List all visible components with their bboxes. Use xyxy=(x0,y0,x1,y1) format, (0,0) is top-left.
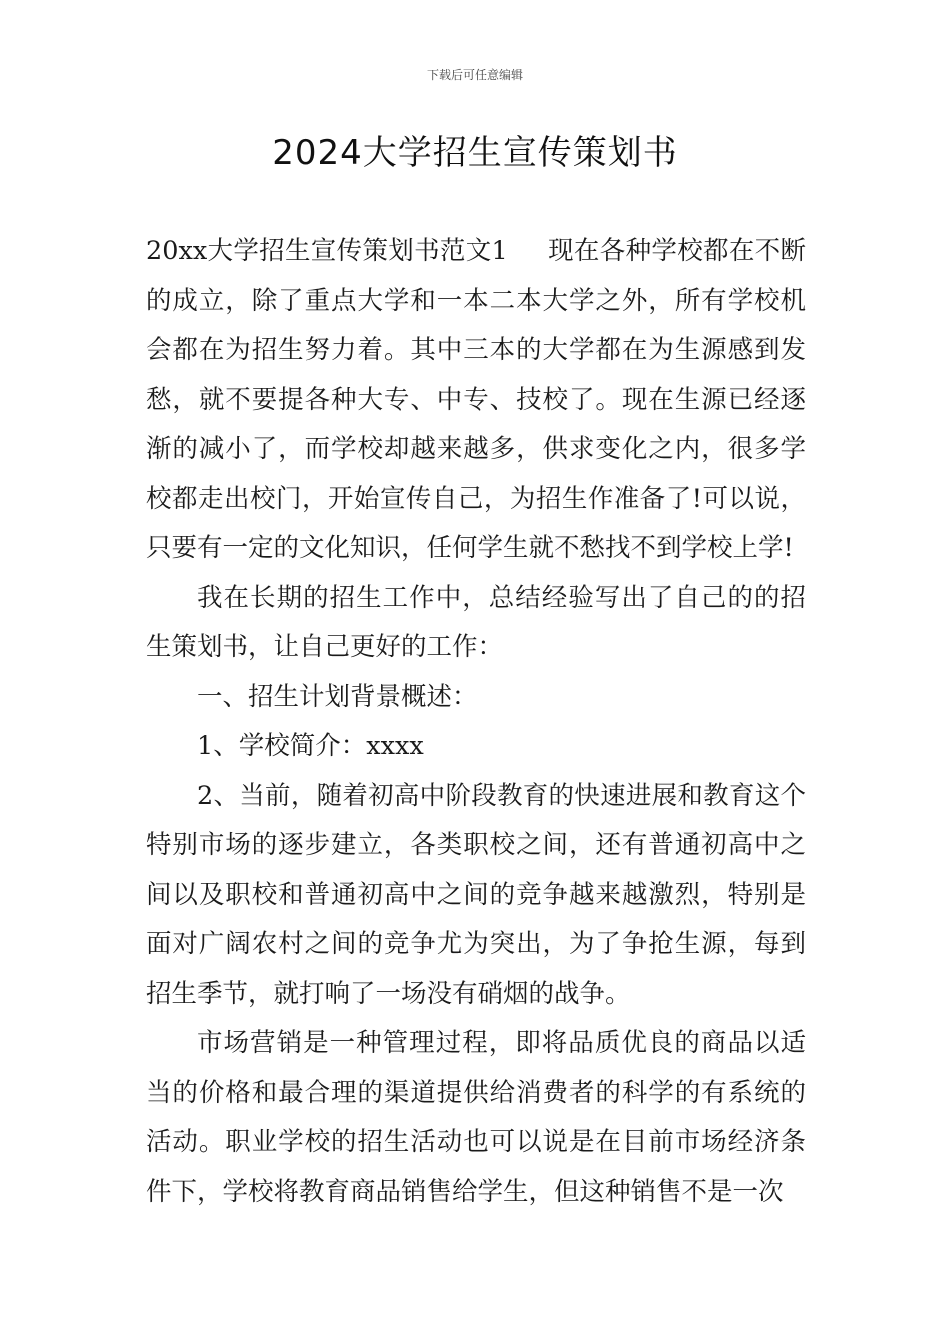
paragraph-lead: 20xx大学招生宣传策划书范文1 xyxy=(146,236,508,266)
paragraph: 1、学校简介：xxxx xyxy=(197,731,424,761)
paragraph-text: 现在各种学校都在不断的成立，除了重点大学和一本二本大学之外，所有学校机会都在为招生努力着。其中三本的大学都在为生源感到发愁，就不要提各种大专、中专、技校了。现在生源已经逐渐的减小了，而学校却越来越多，供求变化之内，很多学校都走出校门，开始宣传自己，为招生作准备了!可以说，只要有一定的文化知识，任何学生就不愁找不到学校上学! xyxy=(146,236,806,563)
header-note: 下载后可任意编辑 xyxy=(426,68,523,82)
paragraph: 我在长期的招生工作中，总结经验写出了自己的的招生策划书，让自己更好的工作： xyxy=(146,582,806,662)
paragraph-intro xyxy=(146,227,806,574)
paragraph: 市场营销是一种管理过程，即将品质优良的商品以适当的价格和最合理的渠道提供给消费者的科学的有系统的活动。职业学校的招生活动也可以说是在目前市场经济条件下，学校将教育商品销售给学生，但这种销售不是一次 xyxy=(146,1028,806,1207)
paragraph: 2、当前，随着初高中阶段教育的快速进展和教育这个特别市场的逐步建立，各类职校之间，还有普通初高中之间以及职校和普通初高中之间的竞争越来越激烈，特别是面对广阔农村之间的竞争尤为突出，为了争抢生源，每到招生季节，就打响了一场没有硝烟的战争。 xyxy=(146,780,806,1009)
document-body xyxy=(146,227,806,1217)
document-title: 2024大学招生宣传策划书 xyxy=(272,133,678,173)
section-heading: 一、招生计划背景概述： xyxy=(197,681,478,712)
